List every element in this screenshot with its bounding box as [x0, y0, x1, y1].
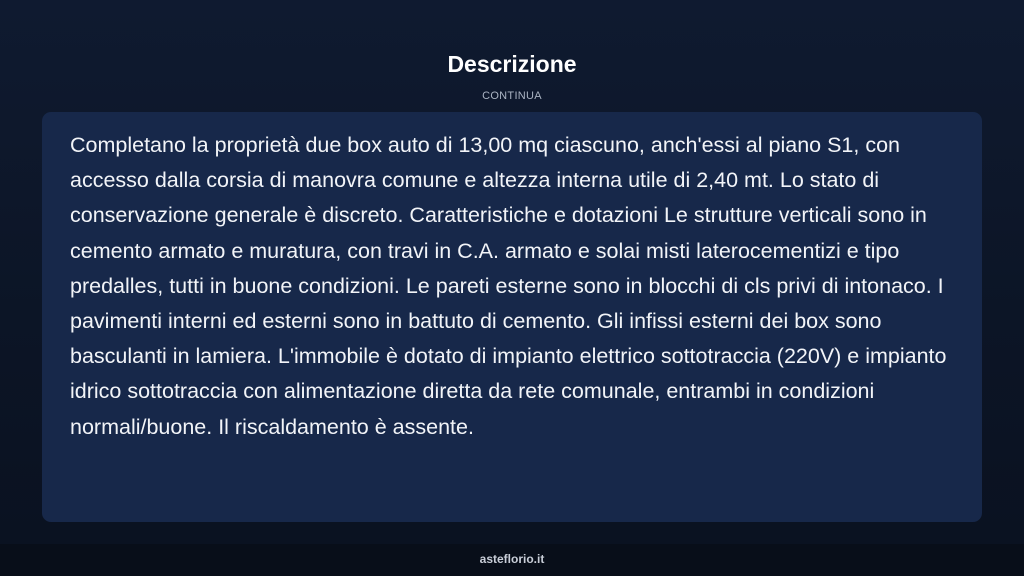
- site-label: asteflorio.it: [479, 552, 545, 566]
- page-title: Descrizione: [447, 51, 577, 77]
- description-card: [42, 112, 982, 522]
- description-text: Completano la proprietà due box auto di 13,00 mq ciascuno, anch'essi al piano S1, con accesso dalla corsia di manovra comune e altezza interna utile di 2,40 mt. Lo stato di conservazione generale è discreto. Caratteristiche e dotazioni Le strutture verticali sono in cemento armato e muratura, con travi in C.A. armato e solai misti laterocementizi e tipo predalles, tutti in buone condizioni. Le pareti esterne sono in blocchi di cls privi di intonaco. I pavimenti interni ed esterni sono in battuto di cemento. Gli infissi esterni dei box sono basculanti in lamiera. L'immobile è dotato di impianto elettrico sottotraccia (220V) e impianto idrico sottotraccia con alimentazione diretta da rete comunale, entrambi in condizioni normali/buone. Il riscaldamento è assente.: [70, 133, 947, 439]
- footer-bar: [0, 544, 1024, 576]
- continue-label: CONTINUA: [482, 90, 542, 102]
